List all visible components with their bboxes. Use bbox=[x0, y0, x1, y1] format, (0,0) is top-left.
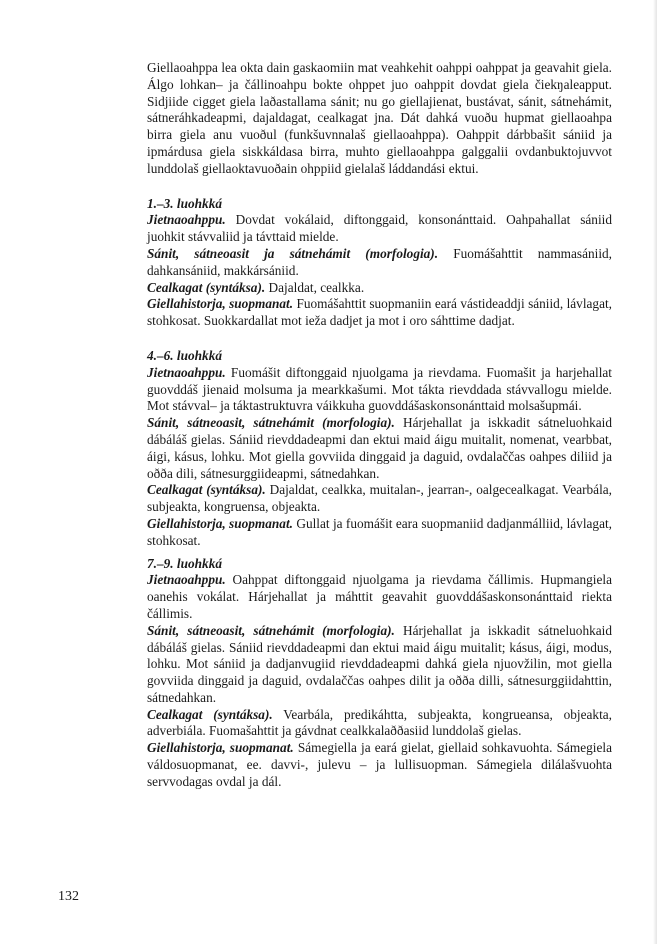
page-number: 132 bbox=[58, 889, 79, 904]
subsection-label: Jietnaoahppu. bbox=[147, 364, 226, 380]
subsection-label: Sánit, sátneoasit, sátnehámit (morfologia). bbox=[147, 415, 395, 431]
subsection-label: Cealkagat (syntáksa). bbox=[147, 279, 266, 295]
subsection-paragraph bbox=[147, 415, 612, 482]
page-edge-shadow bbox=[653, 0, 657, 944]
subsection-paragraph bbox=[147, 365, 612, 415]
subsection-label: Sánit, sátneoasit ja sátnehámit (morfologia). bbox=[147, 245, 439, 261]
subsection-paragraph bbox=[147, 623, 612, 707]
subsection-text: Oahppat diftonggaid njuolgama ja rievdama čállimis. Hupmangiela oanehis vokálat. Hárjehallat ja máhttit geavahit guovddášaskonsonánttaid riekta čállimis. bbox=[147, 572, 612, 621]
subsection-paragraph bbox=[147, 740, 612, 790]
subsection-text: Fuomášahttit nammasániid, dahkansániid, makkársániid. bbox=[147, 245, 612, 278]
subsection-text: Sámegiella ja eará gielat, giellaid sohkavuohta. Sámegiela váldosuopmanat, ee. davvi-, julevu – ja lullisuopman. Sámegiela dilálašvuohta servvodagas ovdal ja dál. bbox=[147, 740, 613, 789]
subsection-text: Fuomášit diftonggaid njuolgama ja rievdama. Fuomašit ja harjehallat guovddáš jienaid molsuma ja mearkkašumi. Mot tákta rievddada stávvallogu mielde. Mot stávval– ja táktastruktuvra váikkuha guovddášaskonsonánttaid molsašupmái. bbox=[147, 364, 612, 414]
subsection-paragraph bbox=[147, 280, 612, 297]
subsection-label: Giellahistorja, suopmanat. bbox=[147, 740, 294, 756]
subsection-label: Cealkagat (syntáksa). bbox=[147, 706, 273, 722]
subsection-text: Gullat ja fuomášit eara suopmaniid dadjanmálliid, lávlagat, stohkosat. bbox=[147, 515, 612, 548]
subsection-label: Sánit, sátneoasit, sátnehámit (morfologia). bbox=[147, 622, 395, 638]
subsection-paragraph bbox=[147, 707, 612, 741]
section-heading-1-3: 1.–3. luohkká bbox=[147, 195, 222, 211]
subsection-paragraph bbox=[147, 516, 612, 550]
subsection-paragraph bbox=[147, 212, 612, 246]
section-heading-7-9: 7.–9. luohkká bbox=[147, 555, 222, 571]
subsection-text: Hárjehallat ja iskkadit sátneluohkaid dábáláš gielas. Sániid rievddadeapmi dan ektui maid áigu muitalit, nomenat, vearbbat, áigi, kásus, lohku. Mot giella govviida dinggaid ja daguid, ovdalaččas oahpes diliid ja oððа dili, sátnesurggiideapmi, sátnedahkan. bbox=[147, 415, 612, 481]
subsection-paragraph bbox=[147, 482, 612, 516]
subsection-label: Giellahistorja, suopmanat. bbox=[147, 296, 294, 312]
intro-paragraph: Giellaoahppa lea okta dain gaskaomiin mat veahkehit oahppi oahppat ja geavahit giela. Álgo lohkan– ja čállinoahpu bokte ohppet juo oahppit dovdat giela čiekŋaleapput. Sidjiide cigget giela laðastallama sánit; nu go giellajienat, bustávat, sánit, sátnehámit, sátneráhkadeapmi, dajaldagat, cealkagat jna. Dát dahká vuoðu hupmat giellaoahpa birra giela anu vuoðul (funkšuvnnalaš giellaoahppa). Oahppit dárbbašit sániid ja ipmárdusa giela siskkáldasa birra, muhto giellaoahppa galggalii ovdanbuktojuvvot lunddolaš giellaoktavuoðain ohppiid gielalaš láddandási ektui. bbox=[147, 60, 612, 176]
document-body bbox=[147, 60, 612, 791]
subsection-text: Vearbála, predikáhtta, subjeakta, kongrueansa, objeakta, adverbiála. Fuomašahttit ja gávdnat cealkkalaððasiid lunddolaš gielas. bbox=[147, 706, 612, 739]
subsection-paragraph bbox=[147, 246, 612, 280]
subsection-paragraph bbox=[147, 296, 612, 330]
subsection-paragraph bbox=[147, 572, 612, 622]
subsection-text: Dovdat vokálaid, diftonggaid, konsonánttaid. Oahpahallat sániid juohkit stávvaliid ja távttaid mielde. bbox=[147, 212, 612, 245]
subsection-text: Dajaldat, cealkka. bbox=[265, 279, 365, 295]
section-heading-4-6: 4.–6. luohkká bbox=[147, 347, 222, 363]
subsection-text: Dajaldat, cealkka, muitalan-, jearran-, oalgecealkagat. Vearbála, subjeakta, kongruensa, objeakta. bbox=[147, 482, 612, 515]
subsection-text: Hárjehallat ja iskkadit sátneluohkaid dábáláš gielas. Sániid rievddadeapmi dan ektui maid áigu muitalit; kásus, áigi, modus, lohku. Mot sániid ja dadjanvugiid rievddadeapmi dahká giela njuovžilin, mot giella govviida dinggaid ja daguid, ovdalaččas oahpes dilit ja oððа dilli, sátnesurggiidahttin, sátnedahkan. bbox=[147, 622, 612, 705]
subsection-label: Jietnaoahppu. bbox=[147, 572, 226, 588]
subsection-label: Jietnaoahppu. bbox=[147, 212, 226, 228]
subsection-label: Cealkagat (syntáksa). bbox=[147, 482, 266, 498]
subsection-label: Giellahistorja, suopmanat. bbox=[147, 515, 293, 531]
subsection-text: Fuomášahttit suopmaniin eará vástideaddji sániid, lávlagat, stohkosat. Suokkardallat mot ieža dadjet ja mot i oro sáhttime dadjat. bbox=[147, 296, 612, 329]
